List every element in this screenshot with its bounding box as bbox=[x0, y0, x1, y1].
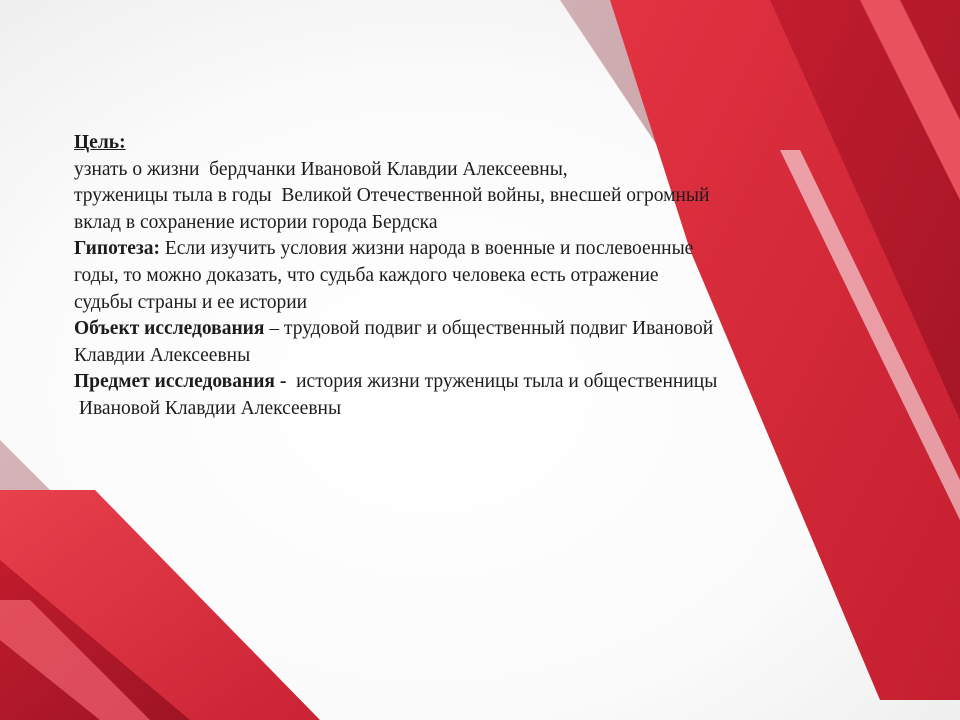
slide-body bbox=[74, 130, 874, 423]
subject-text-start: история жизни труженицы тыла и общественницы bbox=[291, 371, 718, 393]
goal-line-2: труженицы тыла в годы Великой Отечественной войны, внесшей огромный bbox=[74, 185, 710, 207]
hypothesis-line-1 bbox=[74, 236, 874, 263]
hypothesis-line-3: судьбы страны и ее истории bbox=[74, 291, 308, 313]
goal-label: Цель: bbox=[74, 132, 126, 153]
subject-line-1 bbox=[74, 369, 874, 396]
subject-label: Предмет исследования - bbox=[74, 371, 292, 393]
hypothesis-line-2: годы, то можно доказать, что судьба каждого человека есть отражение bbox=[74, 264, 659, 286]
object-line-1 bbox=[74, 316, 874, 343]
goal-line-3: вклад в сохранение истории города Бердска bbox=[74, 211, 438, 233]
subject-line-2: Ивановой Клавдии Алексеевны bbox=[74, 397, 342, 419]
object-line-2: Клавдии Алексеевны bbox=[74, 344, 251, 366]
object-text-start: – трудовой подвиг и общественный подвиг Ивановой bbox=[264, 318, 714, 340]
hypothesis-text-start: Если изучить условия жизни народа в военные и послевоенные bbox=[159, 238, 694, 260]
goal-line-1: узнать о жизни бердчанки Ивановой Клавдии Алексеевны, bbox=[74, 158, 568, 180]
object-label: Объект исследования bbox=[74, 318, 265, 340]
hypothesis-label: Гипотеза: bbox=[74, 238, 160, 260]
